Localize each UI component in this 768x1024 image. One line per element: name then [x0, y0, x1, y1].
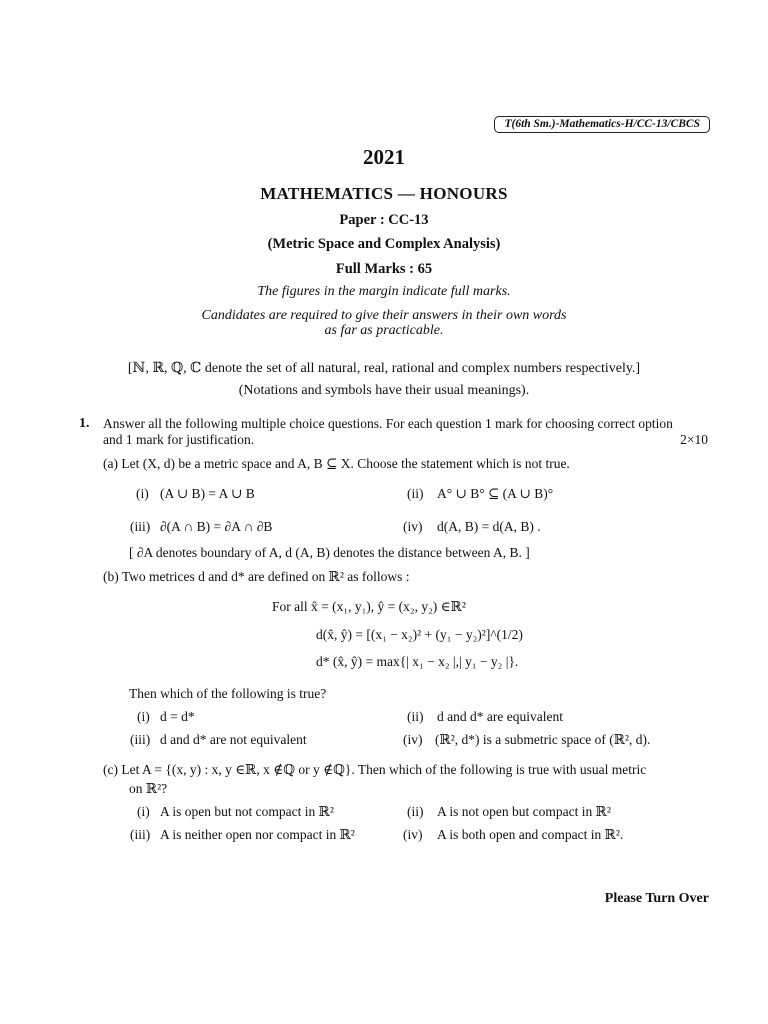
- subq-b-opt-i: d = d*: [160, 709, 195, 724]
- question-intro-line2: and 1 mark for justification.: [103, 432, 255, 447]
- subq-b-question: Then which of the following is true?: [129, 686, 327, 701]
- subq-c-opt-i: A is open but not compact in ℝ²: [160, 804, 334, 819]
- please-turn-over: Please Turn Over: [604, 891, 709, 906]
- subq-b-opt-iv-label: (iv): [403, 732, 423, 747]
- exam-year: 2021: [363, 145, 405, 169]
- subq-b-stem: (b) Two metrices d and d* are defined on ℝ² as follows :: [103, 569, 410, 584]
- subq-a-opt-iii: ∂(A ∩ B) = ∂A ∩ ∂B: [160, 519, 273, 534]
- paper-name: Paper : CC-13: [339, 212, 429, 228]
- subject-title: MATHEMATICS — HONOURS: [260, 184, 508, 203]
- subq-a-opt-i-label: (i): [136, 486, 149, 501]
- instruction-line1: Candidates are required to give their answers in their own words: [201, 308, 567, 323]
- subq-a-opt-iv-label: (iv): [403, 519, 423, 534]
- subq-c-opt-iii: A is neither open nor compact in ℝ²: [160, 827, 355, 842]
- subq-c-opt-i-label: (i): [137, 804, 150, 819]
- subq-a-opt-ii-label: (ii): [407, 486, 424, 501]
- question-intro-line1: Answer all the following multiple choice questions. For each question 1 mark for choosing correct option: [103, 416, 673, 431]
- subq-a-opt-iv: d(A, B) = d(A, B) .: [437, 519, 541, 534]
- question-marks: 2×10: [680, 432, 708, 447]
- margin-note: The figures in the margin indicate full marks.: [257, 284, 511, 299]
- subq-a-stem: (a) Let (X, d) be a metric space and A, B ⊆ X. Choose the statement which is not true.: [103, 456, 570, 471]
- subq-b-opt-iv: (ℝ², d*) is a submetric space of (ℝ², d).: [435, 732, 651, 747]
- subq-a-opt-ii: A° ∪ B° ⊆ (A ∪ B)°: [437, 486, 554, 501]
- paper-topic: (Metric Space and Complex Analysis): [267, 236, 501, 252]
- paper-code-box: T(6th Sm.)-Mathematics-H/CC-13/CBCS: [494, 116, 710, 133]
- symbols-note: (Notations and symbols have their usual meanings).: [238, 383, 530, 398]
- subq-b-opt-i-label: (i): [137, 709, 150, 724]
- instruction-line2: as far as practicable.: [324, 323, 444, 338]
- subq-b-opt-ii: d and d* are equivalent: [437, 709, 563, 724]
- subq-b-def-line1: For all x̂ = (x₁, y₁), ŷ = (x₂, y₂) ∈ℝ²: [272, 599, 466, 614]
- subq-c-stem-line1: (c) Let A = {(x, y) : x, y ∈ℝ, x ∉ℚ or y ∉ℚ}. Then which of the following is true with usual metric: [103, 762, 647, 777]
- subq-b-opt-iii-label: (iii): [130, 732, 151, 747]
- subq-b-opt-ii-label: (ii): [407, 709, 424, 724]
- subq-b-def-line3: d* (x̂, ŷ) = max{| x₁ − x₂ |,| y₁ − y₂ |}.: [316, 654, 519, 669]
- question-number: 1.: [79, 416, 90, 431]
- subq-c-opt-ii: A is not open but compact in ℝ²: [437, 804, 611, 819]
- subq-b-def-line2: d(x̂, ŷ) = [(x₁ − x₂)² + (y₁ − y₂)²]^(1/2): [316, 627, 523, 642]
- subq-c-opt-iii-label: (iii): [130, 827, 151, 842]
- subq-c-opt-ii-label: (ii): [407, 804, 424, 819]
- subq-a-opt-iii-label: (iii): [130, 519, 151, 534]
- subq-c-opt-iv-label: (iv): [403, 827, 423, 842]
- full-marks: Full Marks : 65: [335, 261, 433, 277]
- subq-c-stem-line2: on ℝ²?: [129, 781, 168, 796]
- subq-a-note: [ ∂A denotes boundary of A, d (A, B) denotes the distance between A, B. ]: [129, 545, 530, 560]
- subq-c-opt-iv: A is both open and compact in ℝ².: [437, 827, 624, 842]
- subq-a-opt-i: (A ∪ B) = A ∪ B: [160, 486, 255, 501]
- notation-note: [ℕ, ℝ, ℚ, ℂ denote the set of all natural, real, rational and complex numbers respectively.]: [127, 361, 641, 376]
- subq-b-opt-iii: d and d* are not equivalent: [160, 732, 307, 747]
